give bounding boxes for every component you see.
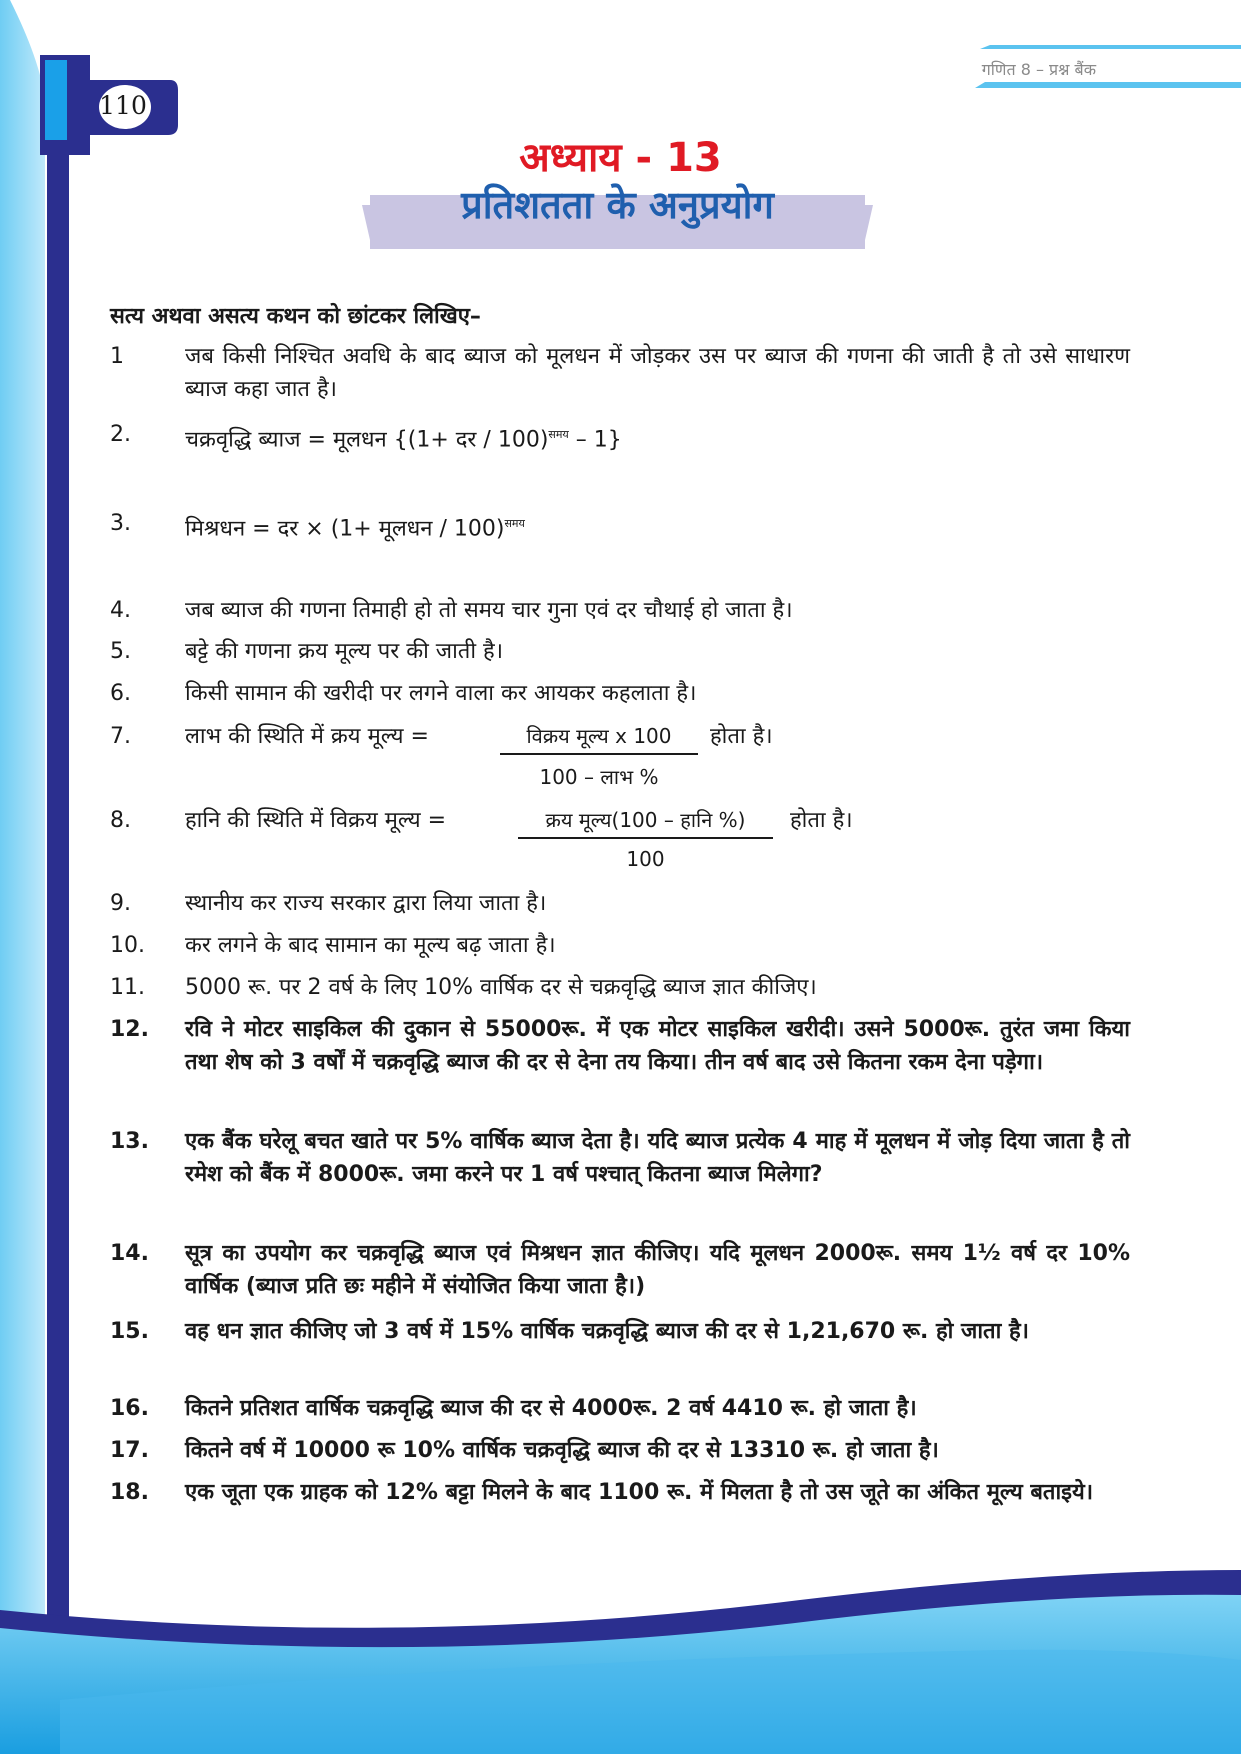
question-text: एक जूता एक ग्राहक को 12% बट्टा मिलने के बाद 1100 रू. में मिलता है तो उस जूते का अंकित मूल्य बताइये। (185, 1480, 1094, 1505)
question-number: 4. (110, 598, 131, 623)
question-number: 3. (110, 511, 131, 536)
question-text (185, 418, 1130, 456)
question-number: 14. (110, 1241, 149, 1266)
fraction-denominator: 100 (626, 847, 665, 871)
question-text: 5000 रू. पर 2 वर्ष के लिए 10% वार्षिक दर से चक्रवृद्धि ब्याज ज्ञात कीजिए। (185, 975, 817, 1000)
question-number: 13. (110, 1129, 149, 1154)
question-text: जब किसी निश्चित अवधि के बाद ब्याज को मूलधन में जोड़कर उस पर ब्याज की गणना की जाती है तो उसे साधारण ब्याज कहा जात है। (185, 344, 1130, 402)
question-text: रवि ने मोटर साइकिल की दुकान से 55000रू. में एक मोटर साइकिल खरीदी। उसने 5000रू. तुरंत जमा किया तथा शेष को 3 वर्षों में चक्रवृद्धि ब्याज की दर से देना तय किया। तीन वर्ष बाद उसे कितना रकम देना पड़ेगा। (185, 1017, 1130, 1075)
book-label: गणित 8 – प्रश्न बैंक (981, 60, 1096, 79)
fraction (518, 806, 773, 871)
fraction-numerator: विक्रय मूल्य x 100 (500, 722, 698, 755)
question-tail (790, 804, 853, 837)
question-text: बट्टे की गणना क्रय मूल्य पर की जाती है। (185, 639, 504, 664)
chapter-label: अध्याय - 13 (519, 135, 722, 181)
question-number: 18. (110, 1480, 149, 1505)
question-text: कितने वर्ष में 10000 रू 10% वार्षिक चक्रवृद्धि ब्याज की दर से 13310 रू. हो जाता है। (185, 1438, 939, 1463)
fraction-denominator: 100 – लाभ % (539, 765, 659, 789)
question-number: 2. (110, 422, 131, 447)
question-text: हानि की स्थिति में विक्रय मूल्य = (185, 808, 447, 833)
question-number: 15. (110, 1319, 149, 1344)
instruction: सत्य अथवा असत्य कथन को छांटकर लिखिए– (110, 304, 481, 329)
fraction (500, 722, 698, 790)
question-number: 11. (110, 975, 145, 1000)
tail-text: होता है। (790, 808, 853, 833)
formula-text: मिश्रधन = दर × (1+ मूलधन / 100) (185, 516, 505, 542)
question-text: जब ब्याज की गणना तिमाही हो तो समय चार गुना एवं दर चौथाई हो जाता है। (185, 598, 793, 623)
question-number: 5. (110, 639, 131, 664)
left-panel (0, 0, 45, 1754)
tail-text: होता है। (710, 724, 773, 749)
question-number: 16. (110, 1396, 149, 1421)
question-text: लाभ की स्थिति में क्रय मूल्य = (185, 724, 429, 749)
header-line-top (980, 45, 1241, 49)
formula-text: चक्रवृद्धि ब्याज = मूलधन {(1+ दर / 100) (185, 427, 549, 453)
question-text: स्थानीय कर राज्य सरकार द्वारा लिया जाता है। (185, 891, 547, 916)
formula-tail: – 1} (568, 427, 622, 453)
exponent: समय (504, 517, 525, 530)
question-text (185, 507, 1130, 545)
question-text: सूत्र का उपयोग कर चक्रवृद्धि ब्याज एवं मिश्रधन ज्ञात कीजिए। यदि मूलधन 2000रू. समय 1½ वर्ष दर 10% वार्षिक (ब्याज प्रति छः महीने में संयोजित किया जाता है।) (185, 1241, 1130, 1299)
question-text: वह धन ज्ञात कीजिए जो 3 वर्ष में 15% वार्षिक चक्रवृद्धि ब्याज की दर से 1,21,670 रू. हो जाता है। (185, 1319, 1029, 1344)
left-navy-bar (47, 60, 69, 1700)
question-number: 12. (110, 1017, 149, 1042)
header-line-bottom (975, 82, 1241, 88)
question-number: 7. (110, 724, 131, 749)
question-number: 9. (110, 891, 131, 916)
question-text: कितने प्रतिशत वार्षिक चक्रवृद्धि ब्याज की दर से 4000रू. 2 वर्ष 4410 रू. हो जाता है। (185, 1396, 917, 1421)
fraction-numerator: क्रय मूल्य(100 – हानि %) (518, 806, 773, 839)
question-number: 6. (110, 681, 131, 706)
question-number: 10. (110, 933, 145, 958)
question-text: कर लगने के बाद सामान का मूल्य बढ़ जाता है। (185, 933, 556, 958)
page-number: 110 (99, 91, 147, 120)
question-tail (710, 720, 773, 753)
question-number: 1 (110, 344, 124, 369)
question-text: किसी सामान की खरीदी पर लगने वाला कर आयकर कहलाता है। (185, 681, 697, 706)
exponent: समय (548, 428, 569, 441)
question-number: 8. (110, 808, 131, 833)
question-number: 17. (110, 1438, 149, 1463)
question-text: एक बैंक घरेलू बचत खाते पर 5% वार्षिक ब्याज देता है। यदि ब्याज प्रत्येक 4 माह में मूलधन में जोड़ दिया जाता है तो रमेश को बैंक में 8000रू. जमा करने पर 1 वर्ष पश्चात् कितना ब्याज मिलेगा? (185, 1129, 1130, 1187)
chapter-title: प्रतिशतता के अनुप्रयोग (461, 183, 774, 227)
